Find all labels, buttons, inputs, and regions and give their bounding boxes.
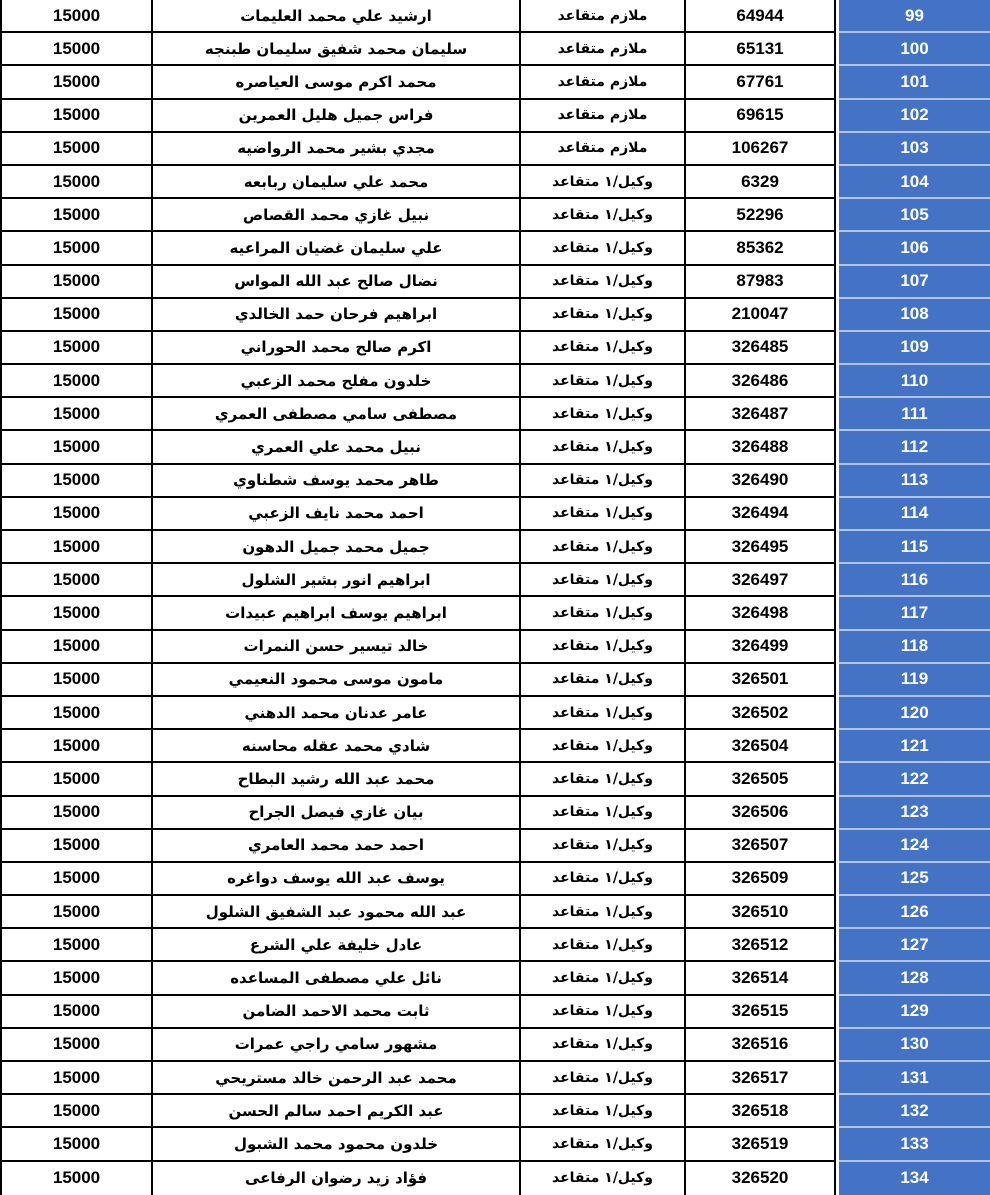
pension-number-cell: 65131 xyxy=(686,33,836,66)
pension-number-cell: 106267 xyxy=(686,133,836,166)
row-number-badge: 124 xyxy=(839,830,990,863)
rank-cell: وكيل/١ متقاعد xyxy=(521,1062,686,1095)
row-number-cell xyxy=(836,431,990,464)
row-number-cell xyxy=(836,564,990,597)
table-row xyxy=(0,498,990,531)
table-row xyxy=(0,1095,990,1128)
table-row xyxy=(0,896,990,929)
table-row xyxy=(0,531,990,564)
row-number-badge: 100 xyxy=(839,33,990,66)
amount-cell: 15000 xyxy=(0,0,153,33)
rank-cell: وكيل/١ متقاعد xyxy=(521,797,686,830)
row-number-badge: 131 xyxy=(839,1062,990,1095)
table-row xyxy=(0,299,990,332)
table-row xyxy=(0,66,990,99)
pension-number-cell: 326494 xyxy=(686,498,836,531)
pension-number-cell: 326488 xyxy=(686,431,836,464)
table-row xyxy=(0,365,990,398)
row-number-badge: 118 xyxy=(839,631,990,664)
rank-cell: وكيل/١ متقاعد xyxy=(521,299,686,332)
pension-number-cell: 326517 xyxy=(686,1062,836,1095)
row-number-badge: 106 xyxy=(839,232,990,265)
row-number-badge: 110 xyxy=(839,365,990,398)
rank-cell: وكيل/١ متقاعد xyxy=(521,1095,686,1128)
name-cell: محمد عبد الرحمن خالد مستريحي xyxy=(153,1062,521,1095)
rank-cell: وكيل/١ متقاعد xyxy=(521,332,686,365)
table-row xyxy=(0,266,990,299)
amount-cell: 15000 xyxy=(0,830,153,863)
amount-cell: 15000 xyxy=(0,398,153,431)
table-row xyxy=(0,730,990,763)
row-number-badge: 121 xyxy=(839,730,990,763)
pension-number-cell: 326515 xyxy=(686,996,836,1029)
rank-cell: وكيل/١ متقاعد xyxy=(521,929,686,962)
rank-cell: وكيل/١ متقاعد xyxy=(521,697,686,730)
rank-cell: وكيل/١ متقاعد xyxy=(521,465,686,498)
row-number-badge: 133 xyxy=(839,1128,990,1161)
row-number-badge: 126 xyxy=(839,896,990,929)
table-row xyxy=(0,465,990,498)
row-number-badge: 99 xyxy=(839,0,990,33)
name-cell: خلدون مفلح محمد الزعبي xyxy=(153,365,521,398)
row-number-badge: 120 xyxy=(839,697,990,730)
row-number-cell xyxy=(836,763,990,796)
row-number-badge: 109 xyxy=(839,332,990,365)
name-cell: طاهر محمد يوسف شطناوي xyxy=(153,465,521,498)
rank-cell: وكيل/١ متقاعد xyxy=(521,1128,686,1161)
amount-cell: 15000 xyxy=(0,896,153,929)
row-number-cell xyxy=(836,531,990,564)
rank-cell: وكيل/١ متقاعد xyxy=(521,431,686,464)
amount-cell: 15000 xyxy=(0,929,153,962)
amount-cell: 15000 xyxy=(0,199,153,232)
amount-cell: 15000 xyxy=(0,365,153,398)
name-cell: ابراهيم فرحان حمد الخالدي xyxy=(153,299,521,332)
row-number-cell xyxy=(836,199,990,232)
row-number-badge: 108 xyxy=(839,299,990,332)
amount-cell: 15000 xyxy=(0,564,153,597)
amount-cell: 15000 xyxy=(0,1029,153,1062)
row-number-cell xyxy=(836,266,990,299)
name-cell: عبد الكريم احمد سالم الحسن xyxy=(153,1095,521,1128)
pension-number-cell: 85362 xyxy=(686,232,836,265)
table-row xyxy=(0,564,990,597)
row-number-badge: 115 xyxy=(839,531,990,564)
row-number-badge: 119 xyxy=(839,664,990,697)
rank-cell: وكيل/١ متقاعد xyxy=(521,166,686,199)
amount-cell: 15000 xyxy=(0,597,153,630)
rank-cell: وكيل/١ متقاعد xyxy=(521,597,686,630)
table-row xyxy=(0,232,990,265)
amount-cell: 15000 xyxy=(0,133,153,166)
pension-number-cell: 6329 xyxy=(686,166,836,199)
table-row xyxy=(0,1162,990,1195)
row-number-cell xyxy=(836,1095,990,1128)
amount-cell: 15000 xyxy=(0,1062,153,1095)
row-number-badge: 107 xyxy=(839,266,990,299)
table-row xyxy=(0,664,990,697)
row-number-cell xyxy=(836,863,990,896)
rank-cell: وكيل/١ متقاعد xyxy=(521,962,686,995)
table-row xyxy=(0,962,990,995)
amount-cell: 15000 xyxy=(0,66,153,99)
table-row xyxy=(0,166,990,199)
rank-cell: وكيل/١ متقاعد xyxy=(521,398,686,431)
row-number-cell xyxy=(836,664,990,697)
name-cell: نائل علي مصطفى المساعده xyxy=(153,962,521,995)
row-number-badge: 101 xyxy=(839,66,990,99)
row-number-badge: 105 xyxy=(839,199,990,232)
rank-cell: وكيل/١ متقاعد xyxy=(521,365,686,398)
name-cell: احمد محمد نايف الزعبي xyxy=(153,498,521,531)
pension-number-cell: 326516 xyxy=(686,1029,836,1062)
name-cell: محمد اكرم موسى العياصره xyxy=(153,66,521,99)
name-cell: جميل محمد جميل الدهون xyxy=(153,531,521,564)
row-number-cell xyxy=(836,996,990,1029)
rank-cell: وكيل/١ متقاعد xyxy=(521,830,686,863)
table-row xyxy=(0,133,990,166)
amount-cell: 15000 xyxy=(0,664,153,697)
table-row xyxy=(0,1062,990,1095)
name-cell: ابراهيم يوسف ابراهيم عبيدات xyxy=(153,597,521,630)
rank-cell: وكيل/١ متقاعد xyxy=(521,863,686,896)
name-cell: محمد علي سليمان ربابعه xyxy=(153,166,521,199)
row-number-cell xyxy=(836,100,990,133)
amount-cell: 15000 xyxy=(0,431,153,464)
pension-number-cell: 326485 xyxy=(686,332,836,365)
table-row xyxy=(0,697,990,730)
row-number-badge: 132 xyxy=(839,1095,990,1128)
pension-number-cell: 52296 xyxy=(686,199,836,232)
row-number-badge: 122 xyxy=(839,763,990,796)
name-cell: نبيل محمد علي العمري xyxy=(153,431,521,464)
table-row xyxy=(0,597,990,630)
row-number-cell xyxy=(836,929,990,962)
rank-cell: وكيل/١ متقاعد xyxy=(521,498,686,531)
name-cell: عبد الله محمود عبد الشفيق الشلول xyxy=(153,896,521,929)
row-number-cell xyxy=(836,66,990,99)
pension-number-cell: 326495 xyxy=(686,531,836,564)
rank-cell: وكيل/١ متقاعد xyxy=(521,1029,686,1062)
rank-cell: ملازم متقاعد xyxy=(521,100,686,133)
row-number-badge: 113 xyxy=(839,465,990,498)
row-number-badge: 112 xyxy=(839,431,990,464)
pension-number-cell: 326505 xyxy=(686,763,836,796)
row-number-cell xyxy=(836,365,990,398)
name-cell: محمد عبد الله رشيد البطاح xyxy=(153,763,521,796)
rank-cell: وكيل/١ متقاعد xyxy=(521,763,686,796)
rank-cell: وكيل/١ متقاعد xyxy=(521,266,686,299)
rank-cell: وكيل/١ متقاعد xyxy=(521,232,686,265)
amount-cell: 15000 xyxy=(0,299,153,332)
table-row xyxy=(0,797,990,830)
row-number-cell xyxy=(836,896,990,929)
name-cell: شادي محمد عقله محاسنه xyxy=(153,730,521,763)
name-cell: ابراهيم انور بشير الشلول xyxy=(153,564,521,597)
row-number-cell xyxy=(836,133,990,166)
rank-cell: وكيل/١ متقاعد xyxy=(521,664,686,697)
row-number-badge: 102 xyxy=(839,100,990,133)
row-number-badge: 130 xyxy=(839,1029,990,1062)
pension-number-cell: 326499 xyxy=(686,631,836,664)
row-number-badge: 111 xyxy=(839,398,990,431)
rank-cell: ملازم متقاعد xyxy=(521,66,686,99)
row-number-cell xyxy=(836,0,990,33)
row-number-cell xyxy=(836,498,990,531)
rank-cell: وكيل/١ متقاعد xyxy=(521,199,686,232)
table-row xyxy=(0,863,990,896)
row-number-cell xyxy=(836,299,990,332)
rank-cell: وكيل/١ متقاعد xyxy=(521,631,686,664)
amount-cell: 15000 xyxy=(0,166,153,199)
amount-cell: 15000 xyxy=(0,1095,153,1128)
row-number-cell xyxy=(836,232,990,265)
row-number-badge: 129 xyxy=(839,996,990,1029)
name-cell: سليمان محمد شفيق سليمان طبنجه xyxy=(153,33,521,66)
amount-cell: 15000 xyxy=(0,962,153,995)
row-number-cell xyxy=(836,1128,990,1161)
name-cell: مشهور سامي راجي عمرات xyxy=(153,1029,521,1062)
table-row xyxy=(0,199,990,232)
name-cell: عادل خليفة علي الشرع xyxy=(153,929,521,962)
pension-number-cell: 326514 xyxy=(686,962,836,995)
amount-cell: 15000 xyxy=(0,996,153,1029)
row-number-badge: 103 xyxy=(839,133,990,166)
table-row xyxy=(0,431,990,464)
name-cell: فراس جميل هليل العمرين xyxy=(153,100,521,133)
amount-cell: 15000 xyxy=(0,332,153,365)
amount-cell: 15000 xyxy=(0,100,153,133)
table-row xyxy=(0,996,990,1029)
amount-cell: 15000 xyxy=(0,465,153,498)
row-number-cell xyxy=(836,332,990,365)
row-number-cell xyxy=(836,1162,990,1195)
row-number-badge: 104 xyxy=(839,166,990,199)
row-number-badge: 128 xyxy=(839,962,990,995)
rank-cell: ملازم متقاعد xyxy=(521,0,686,33)
pension-number-cell: 87983 xyxy=(686,266,836,299)
name-cell: ثابت محمد الاحمد الضامن xyxy=(153,996,521,1029)
amount-cell: 15000 xyxy=(0,797,153,830)
row-number-cell xyxy=(836,398,990,431)
pension-number-cell: 326487 xyxy=(686,398,836,431)
pension-number-cell: 326507 xyxy=(686,830,836,863)
pension-number-cell: 326520 xyxy=(686,1162,836,1195)
pension-number-cell: 326506 xyxy=(686,797,836,830)
rank-cell: وكيل/١ متقاعد xyxy=(521,1162,686,1195)
pension-number-cell: 326509 xyxy=(686,863,836,896)
row-number-cell xyxy=(836,730,990,763)
row-number-badge: 114 xyxy=(839,498,990,531)
rank-cell: وكيل/١ متقاعد xyxy=(521,531,686,564)
pension-number-cell: 326497 xyxy=(686,564,836,597)
table-row xyxy=(0,1029,990,1062)
amount-cell: 15000 xyxy=(0,531,153,564)
row-number-badge: 125 xyxy=(839,863,990,896)
table-row xyxy=(0,929,990,962)
name-cell: خالد تيسير حسن النمرات xyxy=(153,631,521,664)
amount-cell: 15000 xyxy=(0,631,153,664)
amount-cell: 15000 xyxy=(0,730,153,763)
pension-number-cell: 326490 xyxy=(686,465,836,498)
rank-cell: وكيل/١ متقاعد xyxy=(521,730,686,763)
amount-cell: 15000 xyxy=(0,498,153,531)
pension-number-cell: 326518 xyxy=(686,1095,836,1128)
row-number-cell xyxy=(836,697,990,730)
name-cell: مامون موسى محمود النعيمي xyxy=(153,664,521,697)
name-cell: نبيل غازي محمد القصاص xyxy=(153,199,521,232)
table-row xyxy=(0,0,990,33)
row-number-badge: 123 xyxy=(839,797,990,830)
pension-number-cell: 326501 xyxy=(686,664,836,697)
table-row xyxy=(0,763,990,796)
row-number-badge: 117 xyxy=(839,597,990,630)
pension-number-cell: 210047 xyxy=(686,299,836,332)
row-number-badge: 127 xyxy=(839,929,990,962)
amount-cell: 15000 xyxy=(0,697,153,730)
table-row xyxy=(0,100,990,133)
row-number-cell xyxy=(836,1062,990,1095)
pension-number-cell: 326498 xyxy=(686,597,836,630)
name-cell: خلدون محمود محمد الشبول xyxy=(153,1128,521,1161)
name-cell: احمد حمد محمد العامري xyxy=(153,830,521,863)
pension-number-cell: 326512 xyxy=(686,929,836,962)
pension-number-cell: 326510 xyxy=(686,896,836,929)
rank-cell: وكيل/١ متقاعد xyxy=(521,996,686,1029)
name-cell: ارشيد علي محمد العليمات xyxy=(153,0,521,33)
table-row xyxy=(0,398,990,431)
pension-number-cell: 326519 xyxy=(686,1128,836,1161)
pension-number-cell: 69615 xyxy=(686,100,836,133)
table-row xyxy=(0,830,990,863)
rank-cell: وكيل/١ متقاعد xyxy=(521,896,686,929)
name-cell: نضال صالح عبد الله المواس xyxy=(153,266,521,299)
table-row xyxy=(0,332,990,365)
amount-cell: 15000 xyxy=(0,33,153,66)
row-number-cell xyxy=(836,597,990,630)
amount-cell: 15000 xyxy=(0,863,153,896)
name-cell: فؤاد زيد رضوان الرفاعى xyxy=(153,1162,521,1195)
pension-number-cell: 326504 xyxy=(686,730,836,763)
rank-cell: ملازم متقاعد xyxy=(521,133,686,166)
pension-number-cell: 64944 xyxy=(686,0,836,33)
rank-cell: وكيل/١ متقاعد xyxy=(521,564,686,597)
name-cell: عامر عدنان محمد الدهني xyxy=(153,697,521,730)
row-number-badge: 116 xyxy=(839,564,990,597)
row-number-cell xyxy=(836,166,990,199)
row-number-badge: 134 xyxy=(839,1162,990,1195)
name-cell: مجدي بشير محمد الرواضيه xyxy=(153,133,521,166)
amount-cell: 15000 xyxy=(0,1128,153,1161)
row-number-cell xyxy=(836,631,990,664)
name-cell: بيان غازي فيصل الجراح xyxy=(153,797,521,830)
pension-number-cell: 67761 xyxy=(686,66,836,99)
row-number-cell xyxy=(836,465,990,498)
pension-number-cell: 326486 xyxy=(686,365,836,398)
name-cell: اكرم صالح محمد الحوراني xyxy=(153,332,521,365)
name-cell: علي سليمان غضيان المراعيه xyxy=(153,232,521,265)
table-row xyxy=(0,631,990,664)
amount-cell: 15000 xyxy=(0,266,153,299)
amount-cell: 15000 xyxy=(0,232,153,265)
amount-cell: 15000 xyxy=(0,763,153,796)
table-row xyxy=(0,33,990,66)
name-cell: مصطفى سامي مصطفى العمري xyxy=(153,398,521,431)
pension-number-cell: 326502 xyxy=(686,697,836,730)
row-number-cell xyxy=(836,830,990,863)
table-row xyxy=(0,1128,990,1161)
row-number-cell xyxy=(836,33,990,66)
row-number-cell xyxy=(836,1029,990,1062)
row-number-cell xyxy=(836,962,990,995)
rank-cell: ملازم متقاعد xyxy=(521,33,686,66)
amount-cell: 15000 xyxy=(0,1162,153,1195)
name-cell: يوسف عبد الله يوسف دواغره xyxy=(153,863,521,896)
row-number-cell xyxy=(836,797,990,830)
